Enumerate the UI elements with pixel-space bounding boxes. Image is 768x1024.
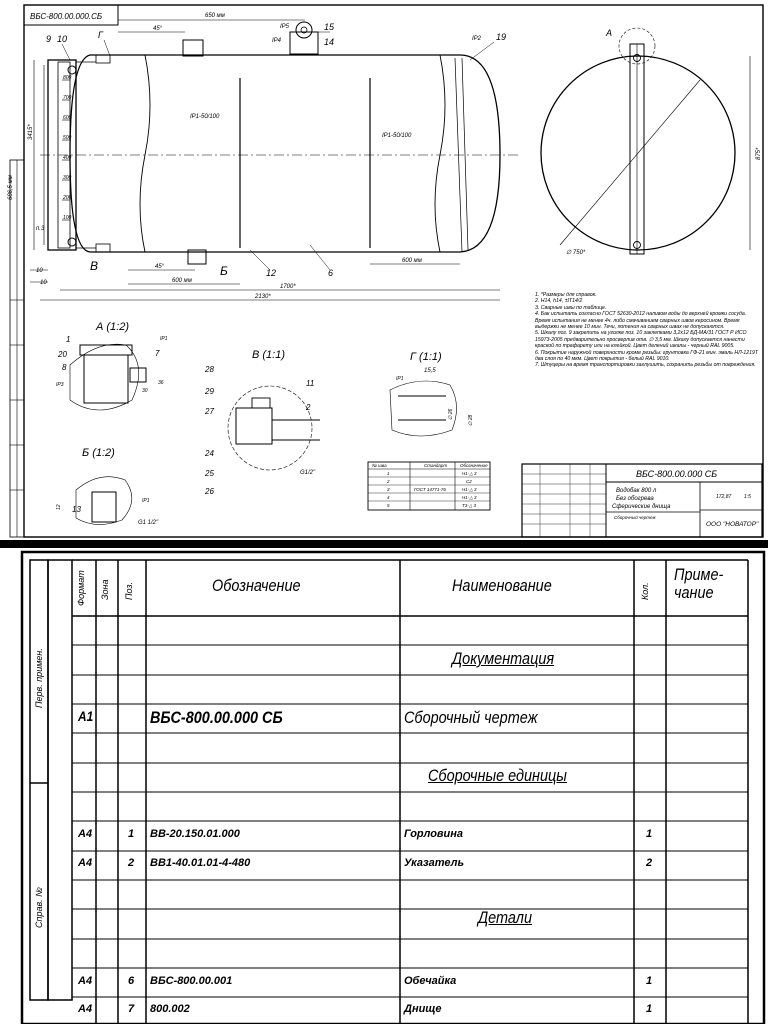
- hdr-qty: Кол.: [640, 582, 650, 600]
- row-doc-format: А1: [78, 708, 94, 724]
- note-1: 1. *Размеры для справок.: [535, 292, 597, 298]
- view-g-155: 15,5: [424, 368, 436, 374]
- weld-r2-c2: ГОСТ 14771-76: [414, 487, 446, 492]
- view-a-l7: 7: [155, 349, 160, 358]
- svg-text:600: 600: [63, 115, 72, 121]
- hdr-designation: Обозначение: [212, 576, 301, 595]
- view-b-l13: 13: [72, 505, 81, 514]
- title-company: ООО "НОВАТОР": [706, 521, 759, 528]
- view-a-l8: 8: [62, 363, 67, 372]
- row-2-pos: 2: [128, 857, 135, 869]
- row-2-designation: ВВ1-40.01.01-4-480: [150, 857, 251, 869]
- dim-750: ∅ 750*: [566, 250, 586, 256]
- dim-600-right: 600 мм: [402, 258, 422, 264]
- view-v-l25: 25: [205, 469, 214, 478]
- weld-h1: № шва: [372, 463, 387, 468]
- dim-45-top: 45°: [153, 26, 163, 32]
- dim-1700: 1700*: [280, 284, 296, 290]
- tank-side-view: [541, 28, 750, 254]
- dim-10a: 10: [36, 268, 43, 274]
- ip2-label: IP2: [472, 36, 482, 42]
- callout-6: 6: [328, 268, 334, 278]
- weld-h3: Обозначение: [460, 463, 488, 468]
- row-1-pos: 1: [128, 828, 135, 840]
- view-b-g112: G1 1/2": [138, 520, 159, 526]
- row-1-designation: ВВ-20.150.01.000: [150, 828, 240, 840]
- row-2-name: Указатель: [404, 857, 464, 869]
- ip5-label: IP5: [280, 24, 290, 30]
- dim-650: 650 мм: [205, 13, 225, 19]
- view-a-title: А (1:2): [96, 321, 130, 333]
- weld-r5-c3: Т3-△ 3: [462, 503, 476, 508]
- row-6-pos: 6: [128, 975, 135, 987]
- row-7-qty: 1: [646, 1003, 653, 1015]
- view-a-l1: 1: [66, 335, 71, 344]
- callout-14: 14: [324, 37, 335, 47]
- section-details: Детали: [478, 908, 532, 927]
- specification-sheet: [0, 548, 768, 1024]
- dim-875: 875*: [756, 147, 762, 160]
- view-b: [56, 447, 159, 526]
- weld-label-2: IP1-50/100: [382, 133, 412, 139]
- view-a: [56, 321, 168, 410]
- view-a-ip3: IP3: [56, 382, 64, 388]
- doc-code-box: ВБС-800.00.000.СБ: [30, 12, 103, 21]
- weld-r2-c3: С2: [466, 479, 472, 484]
- hdr-format: Формат: [76, 570, 86, 606]
- view-v-l27: 27: [205, 407, 214, 416]
- view-b-title: Б (1:2): [82, 447, 115, 459]
- view-g-ip1: IP1: [396, 376, 404, 382]
- row-doc-name: Сборочный чертеж: [404, 708, 538, 727]
- dim-10b: 10: [40, 280, 47, 286]
- svg-text:700: 700: [63, 95, 72, 101]
- page-divider: [0, 540, 768, 548]
- row-1-qty: 1: [646, 828, 653, 840]
- side-first-use: Перв. примен.: [34, 648, 44, 708]
- view-g-d28: ∅ 28: [468, 414, 474, 426]
- view-g-title: Г (1:1): [410, 351, 442, 363]
- view-v-l24: 24: [205, 449, 214, 458]
- svg-text:400: 400: [63, 155, 72, 161]
- view-v-l29: 29: [205, 387, 214, 396]
- hdr-note: Приме- чание: [674, 565, 724, 602]
- note-6: 6. Покрытие наружной поверхности кроме резьбы: грунтовка ГФ-21 мин. эмаль НЛ-1219Т два слоя по 40 мкм. Цвет покрытия - белый RAL 9010.: [535, 349, 759, 363]
- ip4-label: IP4: [272, 38, 282, 44]
- note-2: 2. Н14, h14, ±IT14/2: [535, 298, 583, 305]
- view-v-l2: 2: [306, 403, 311, 412]
- row-6-designation: ВБС-800.00.001: [150, 975, 233, 987]
- weld-r4-c3: Н1-△ 3: [462, 495, 477, 500]
- weld-r1-c1: 1: [387, 471, 390, 476]
- view-a-ip1: IP1: [160, 336, 168, 342]
- note-5: 5. Шкалу поз. 9 закрепить на уголке поз. 10 заклепками 3,2х12 БД-МА/31 ГОСТ Р ИСО 15973-2005 предварительно просверлив отв. ∅ 3,5 мм. Шкалу допускается нанести краской по трафарету или на клейкой. Цвет делений шкалы - черный RAL 9005.: [535, 330, 747, 350]
- row-2-qty: 2: [646, 857, 653, 869]
- view-b-l12: 12: [56, 504, 62, 510]
- callout-10: 10: [57, 34, 68, 44]
- view-v-l26: 26: [205, 487, 214, 496]
- row-6-qty: 1: [646, 975, 653, 987]
- callout-b: Б: [220, 264, 228, 278]
- row-6-name: Обечайка: [404, 975, 457, 987]
- hdr-zone: Зона: [100, 579, 110, 600]
- view-b-ip1: IP1: [142, 498, 150, 504]
- title-mass: 172,87: [716, 494, 732, 500]
- weld-h2: Стандарт: [424, 463, 448, 468]
- hdr-name: Наименование: [452, 576, 552, 595]
- callout-a: А: [606, 28, 613, 38]
- callout-15: 15: [324, 22, 335, 32]
- dim-6865: 686,5 мм: [8, 175, 14, 200]
- weld-r2-c1: 2: [387, 479, 390, 484]
- view-v-l28: 28: [205, 365, 214, 374]
- dim-600-bot: 600 мм: [172, 278, 192, 284]
- svg-text:200: 200: [63, 195, 72, 201]
- view-g-d26: ∅ 26: [448, 408, 454, 420]
- callout-g: Г: [98, 30, 103, 40]
- row-7-format: А4: [78, 1003, 93, 1015]
- p3-label: п.3: [36, 226, 45, 232]
- weld-r5-c1: 5: [387, 503, 390, 508]
- weld-r4-c1: 4: [387, 495, 390, 500]
- view-a-l36: 36: [158, 380, 164, 386]
- view-g: [390, 351, 474, 436]
- view-a-l30: 30: [142, 388, 148, 394]
- row-1-format: А4: [78, 828, 93, 840]
- view-v-title: В (1:1): [252, 349, 286, 361]
- callout-v: В: [90, 259, 99, 273]
- weld-r3-c3: Н1-△ 3: [462, 487, 477, 492]
- row-2-format: А4: [78, 857, 93, 869]
- weld-r1-c3: Н1-△ 3: [462, 471, 477, 476]
- technical-notes: [535, 292, 760, 369]
- row-7-pos: 7: [128, 1003, 135, 1015]
- row-7-designation: 800.002: [150, 1003, 190, 1015]
- view-v-l11: 11: [306, 379, 315, 388]
- row-6-format: А4: [78, 975, 93, 987]
- callout-19: 19: [496, 32, 507, 42]
- title-code: ВБС-800.00.000 СБ: [636, 469, 718, 479]
- title-name-1: Водобак 800 л: [616, 488, 657, 494]
- weld-label-1: IP1-50/100: [190, 114, 220, 120]
- title-name-3: Сферические днища: [612, 504, 671, 510]
- dim-45-bot: 45°: [155, 264, 165, 270]
- note-7: 7. Штуцеры на время транспортировки заглушить, сохранить резьбы от повреждения.: [535, 362, 756, 369]
- callout-9: 9: [46, 34, 52, 44]
- svg-text:800: 800: [63, 75, 72, 81]
- note-3: 3. Сварные швы по таблице.: [535, 304, 607, 311]
- dim-3415: 3415*: [28, 124, 34, 140]
- dim-2130: 2130*: [255, 294, 271, 300]
- title-name-2: Без обогрева: [616, 496, 654, 502]
- title-doc-type: Сборочный чертеж: [614, 515, 656, 520]
- spec-grid: [0, 548, 768, 1024]
- view-v-g12: G1/2": [300, 470, 316, 476]
- weld-table: [368, 462, 490, 510]
- weld-r3-c1: 3: [387, 487, 390, 492]
- row-7-name: Днище: [404, 1003, 442, 1015]
- row-1-name: Горловина: [404, 828, 464, 840]
- section-assembly-units: Сборочные единицы: [428, 766, 567, 785]
- side-ref-no: Справ. №: [34, 887, 44, 928]
- section-documentation: Документация: [452, 649, 555, 668]
- callout-12: 12: [266, 268, 277, 278]
- row-doc-designation: ВБС-800.00.000 СБ: [150, 708, 283, 727]
- note-4: 4. Бак испытать согласно ГОСТ 52630-2012 наливом воды до верхней кромки сосуда. Время испытания не менее 4ч. либо смачиванием сварных швов керосином. Время выдержки не менее 10 мин. Течи, потения на сварных швах не допускаются.: [535, 311, 747, 331]
- svg-text:500: 500: [63, 135, 72, 141]
- view-v: [204, 349, 320, 496]
- svg-text:100: 100: [63, 215, 72, 221]
- title-scale: 1:5: [744, 494, 751, 500]
- tank-front-view: [40, 22, 520, 264]
- view-a-l20: 20: [58, 350, 67, 359]
- svg-text:300: 300: [63, 175, 72, 181]
- hdr-pos: Поз.: [124, 581, 134, 600]
